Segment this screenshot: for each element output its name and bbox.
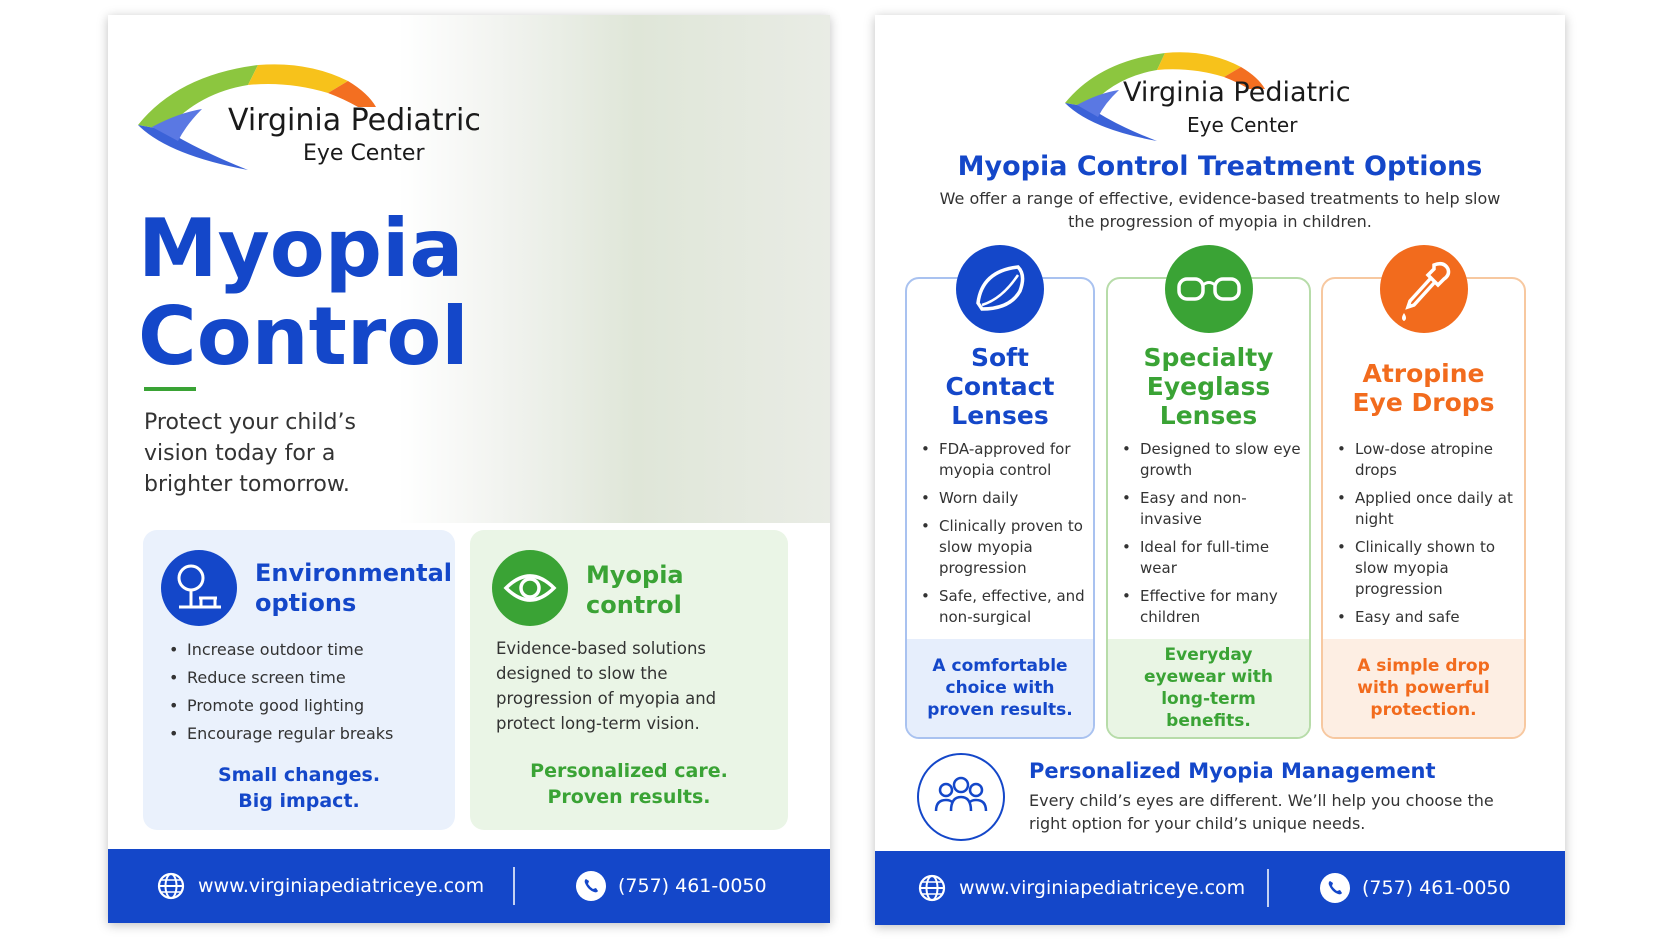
hero-subtitle: Protect your child’s vision today for a brighter tomorrow. (144, 410, 356, 497)
environmental-tagline-line1: Small changes. (217, 764, 381, 786)
option-list (919, 439, 1085, 635)
footer-divider (1267, 869, 1269, 907)
list-item: • Designed to slow eye growth (1120, 439, 1301, 481)
logo-name-line2: Eye Center (1187, 113, 1298, 137)
eye-icon (492, 550, 568, 626)
website-text: www.virginiapediatriceye.com (198, 875, 485, 897)
contact-footer (108, 849, 830, 923)
hero-title (138, 202, 469, 383)
environmental-list (169, 636, 393, 748)
myopia-card-title (586, 560, 684, 620)
environmental-card-title (255, 558, 452, 618)
list-item: • Reduce screen time (169, 664, 393, 692)
website-link[interactable] (917, 851, 1245, 925)
option-list (1335, 439, 1516, 635)
logo-name-line1: Virginia Pediatric (1123, 77, 1351, 108)
list-item: • Ideal for full-time wear (1120, 537, 1301, 579)
phone-link[interactable] (1320, 851, 1511, 925)
option-footer: Everyday eyewear with long-term benefits. (1108, 639, 1309, 737)
list-item: • Increase outdoor time (169, 636, 393, 664)
environmental-title-line2: options (255, 589, 357, 617)
option-title (1323, 359, 1524, 417)
treatment-options-title: Myopia Control Treatment Options (957, 151, 1483, 182)
option-footer: A comfortable choice with proven results. (907, 639, 1093, 737)
brochure-back-page (875, 15, 1565, 925)
contact-footer (875, 851, 1565, 925)
list-item: • Worn daily (919, 488, 1085, 509)
brand-logo (138, 45, 481, 166)
option-title-line: Atropine (1362, 359, 1485, 388)
option-card-eyeglass-lenses (1106, 277, 1311, 739)
option-title-line: Lenses (1159, 401, 1258, 430)
list-item: • Easy and non-invasive (1120, 488, 1301, 530)
list-item: • Applied once daily at night (1335, 488, 1516, 530)
website-link[interactable] (156, 849, 484, 923)
list-item: • Easy and safe (1335, 607, 1516, 628)
myopia-title-line1: Myopia (586, 561, 684, 589)
option-footer: A simple drop with powerful protection. (1323, 639, 1524, 737)
globe-icon (917, 873, 947, 903)
environmental-title-line1: Environmental (255, 559, 453, 587)
footer-divider (513, 867, 515, 905)
tree-bench-icon (161, 550, 237, 626)
globe-icon (156, 871, 186, 901)
environmental-tagline (143, 762, 455, 814)
environmental-options-card (143, 530, 455, 830)
website-text: www.virginiapediatriceye.com (959, 877, 1246, 899)
option-card-atropine-drops (1321, 277, 1526, 739)
phone-text: (757) 461-0050 (618, 875, 767, 897)
option-card-contact-lenses (905, 277, 1095, 739)
hero-title-line1: Myopia (138, 202, 464, 295)
myopia-tagline-line2: Proven results. (547, 786, 711, 808)
myopia-control-card (470, 530, 788, 830)
logo-name-line2: Eye Center (303, 141, 425, 166)
logo-name-line1: Virginia Pediatric (228, 103, 481, 138)
option-title-line: Soft (970, 343, 1029, 372)
eyeglasses-icon (1165, 245, 1253, 333)
treatment-options-intro: We offer a range of effective, evidence-based treatments to help slow the progression of myopia in children. (939, 189, 1501, 231)
list-item: • Clinically shown to slow myopia progression (1335, 537, 1516, 600)
personalized-text: Every child’s eyes are different. We’ll help you choose the right option for your child’s unique needs. (1029, 791, 1494, 833)
option-title-line: Eyeglass (1146, 372, 1271, 401)
family-group-icon (917, 753, 1005, 841)
option-title (907, 343, 1093, 430)
option-title (1108, 343, 1309, 430)
phone-icon (576, 871, 606, 901)
eye-dropper-icon (1380, 245, 1468, 333)
list-item: • Clinically proven to slow myopia progression (919, 516, 1085, 579)
list-item: • Effective for many children (1120, 586, 1301, 628)
myopia-card-body: Evidence-based solutions designed to slow the progression of myopia and protect long-term vision. (496, 639, 717, 733)
myopia-tagline (470, 758, 788, 810)
list-item: • Promote good lighting (169, 692, 393, 720)
hero-title-line2: Control (138, 290, 469, 383)
myopia-tagline-line1: Personalized care. (530, 760, 728, 782)
phone-text: (757) 461-0050 (1362, 877, 1511, 899)
option-title-line: Lenses (951, 401, 1049, 430)
option-list (1120, 439, 1301, 635)
hero-divider (144, 387, 196, 391)
phone-link[interactable] (576, 849, 767, 923)
environmental-tagline-line2: Big impact. (238, 790, 360, 812)
list-item: • Low-dose atropine drops (1335, 439, 1516, 481)
brand-logo (1065, 37, 1365, 137)
contact-lens-icon (956, 245, 1044, 333)
personalized-title: Personalized Myopia Management (1029, 759, 1436, 783)
myopia-title-line2: control (586, 591, 682, 619)
option-title-line: Specialty (1143, 343, 1274, 372)
option-title-line: Eye Drops (1352, 388, 1495, 417)
list-item: • Encourage regular breaks (169, 720, 393, 748)
list-item: • FDA-approved for myopia control (919, 439, 1085, 481)
list-item: • Safe, effective, and non-surgical (919, 586, 1085, 628)
option-title-line: Contact (945, 372, 1055, 401)
brochure-front-page (108, 15, 830, 923)
phone-icon (1320, 873, 1350, 903)
